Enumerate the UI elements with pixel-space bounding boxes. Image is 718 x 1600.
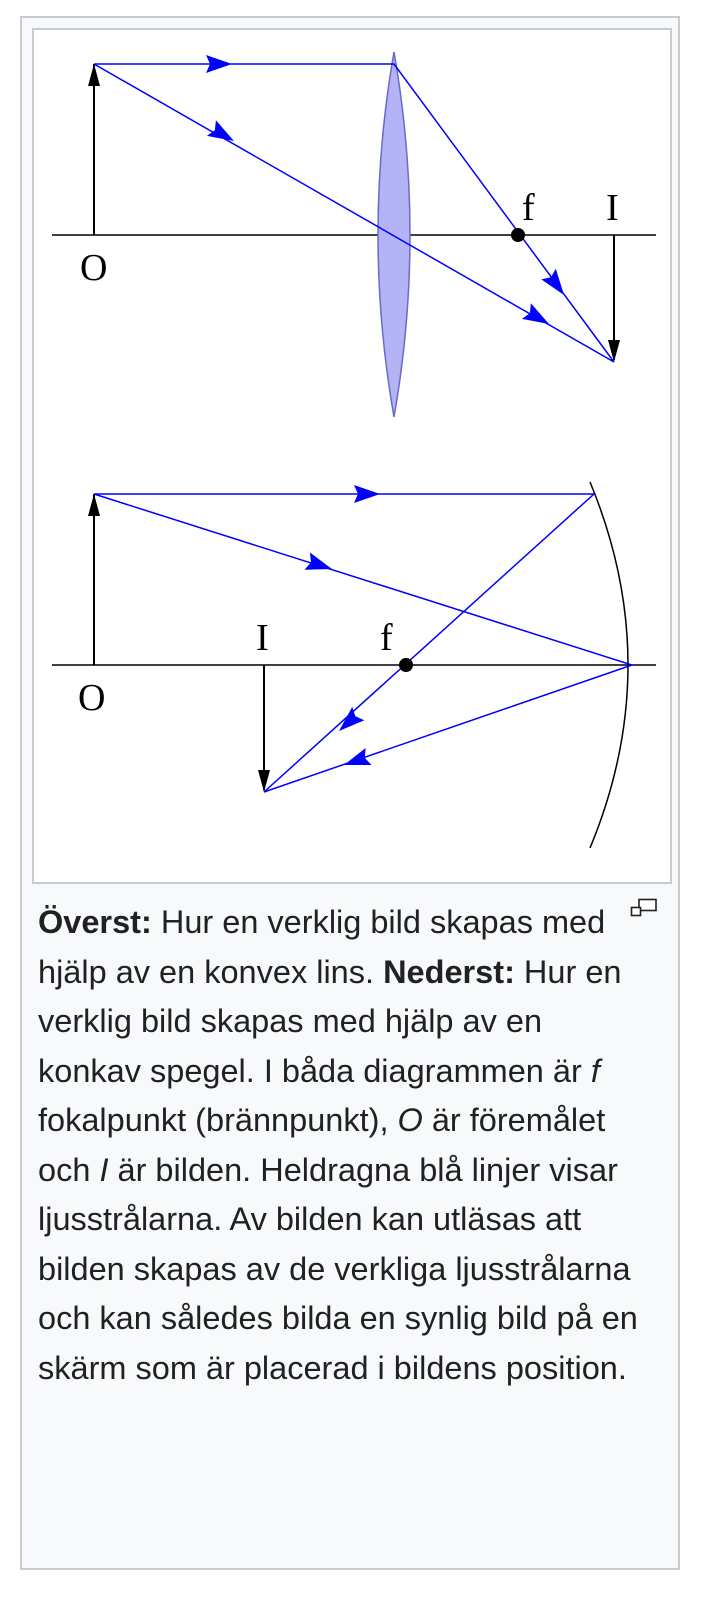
image-label-top: I (606, 187, 619, 229)
caption-symbol-f: f (590, 1052, 600, 1089)
object-label-top: O (80, 247, 108, 289)
focal-label-top: f (522, 187, 535, 229)
caption-bottom-label: Nederst: (383, 953, 515, 990)
caption-text-after-f: fokalpunkt (brännpunkt), (38, 1102, 398, 1138)
ray-arrow-2-bottom (304, 553, 334, 578)
caption-top-label: Överst: (38, 904, 152, 940)
caption-text-after-o: är föremålet och (38, 1102, 606, 1188)
caption-bottom-text: Hur en verklig bild skapas med hjälp av en konkav spegel. I båda diagrammen är (38, 953, 622, 1089)
caption-top-text: Hur en verklig bild skapas med hjälp av en konvex lins. (38, 904, 606, 990)
concave-mirror-diagram (52, 482, 656, 848)
caption-symbol-i: I (99, 1151, 109, 1188)
focal-point-top (511, 228, 525, 242)
convex-lens (378, 52, 410, 417)
ray-arrow-3-bottom (333, 707, 364, 738)
convex-lens-diagram (52, 52, 656, 417)
optics-diagram-image[interactable] (32, 28, 672, 884)
caption-text-end: är bilden. Heldragna blå linjer visar ljusstrålarna. Av bilden kan utläsas att bilden skapas av de verkliga ljusstrålarna och kan således bilda en synlig bild på en skärm som är placerad i bildens position. (38, 1151, 638, 1386)
ray-arrow-3-top (541, 269, 571, 301)
ray-parallel-bottom (94, 494, 594, 792)
ray-vertex-bottom (94, 494, 632, 792)
focal-label-bottom: f (380, 617, 393, 659)
figure-caption (38, 898, 638, 1393)
ray-arrow-4-bottom (341, 748, 371, 773)
ray-arrow-4-top (522, 303, 554, 332)
object-arrow-head-top (88, 64, 100, 86)
image-label-bottom: I (256, 617, 269, 659)
focal-point-bottom (399, 658, 413, 672)
object-arrow-head-bottom (88, 494, 100, 516)
caption-symbol-o: O (397, 1102, 423, 1138)
optics-diagram (34, 30, 670, 882)
figure-thumbnail (20, 16, 680, 1570)
image-arrow-head-top (608, 340, 620, 362)
object-label-bottom: O (78, 677, 106, 719)
